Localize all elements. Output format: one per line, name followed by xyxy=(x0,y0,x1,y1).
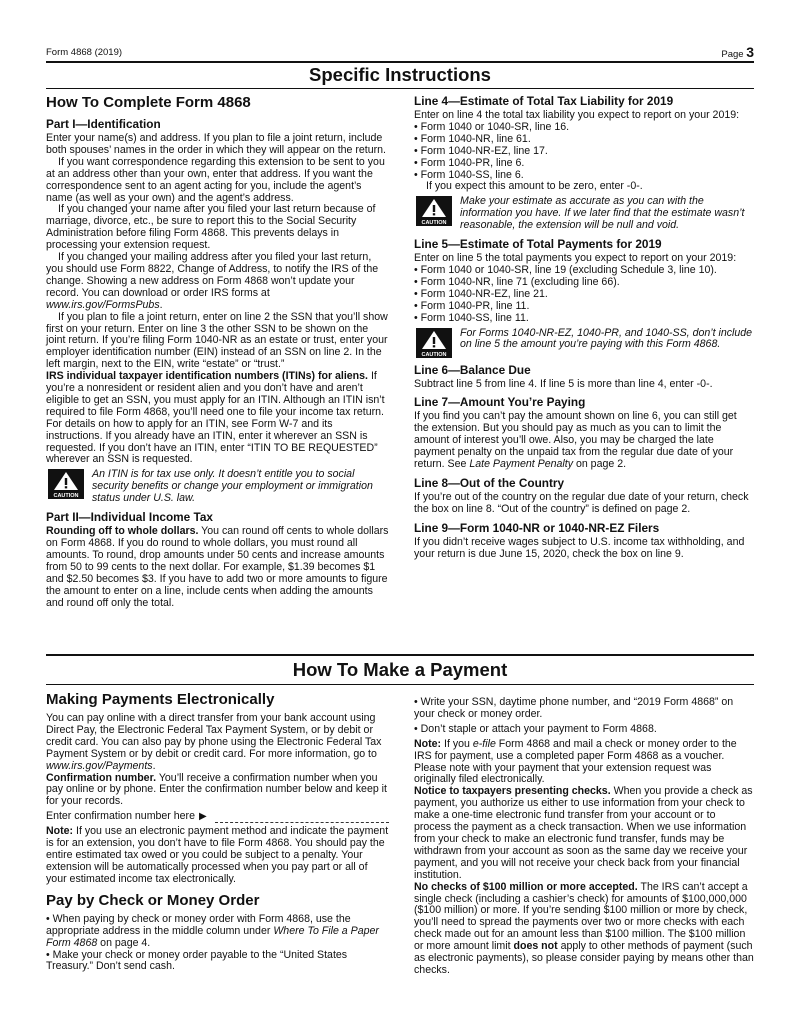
caution-label: CAUTION xyxy=(421,351,447,358)
line7-heading: Line 7—Amount You’re Paying xyxy=(414,395,586,410)
specific-instructions-title: Specific Instructions xyxy=(309,64,491,85)
payments-link[interactable]: www.irs.gov/Payments xyxy=(46,759,153,772)
check-bullet: • When paying by check or money order with Form 4868, use the appropriate address in the middle column under Where To File a Paper Form 4868 on page 4. xyxy=(46,912,379,949)
part1-heading: Part I—Identification xyxy=(46,117,161,131)
payment-right-column xyxy=(414,697,754,977)
caution-text: An ITIN is for tax use only. It doesn’t entitle you to social security benefits or change your employment or immigration status under U.S. law. xyxy=(92,468,373,505)
line7-text: If you find you can’t pay the amount shown on line 6, you can still get the extension. But you should pay as much as you can to limit the amount of interest you’ll owe. Also, you may be charged the late payment penalty on the unpaid tax from the regular due date of your return. See Late Payment Penalty on page 2. xyxy=(414,410,737,471)
line8-text: If you’re out of the country on the regular due date of your return, check the box on line 8. “Out of the country” is defined on page 2. xyxy=(414,490,749,515)
how-to-complete-heading: How To Complete Form 4868 xyxy=(46,94,251,111)
list-item: • Form 1040-NR, line 61. xyxy=(414,134,754,146)
part2-heading: Part II—Individual Income Tax xyxy=(46,510,213,525)
arrow-right-icon: ▶ xyxy=(198,811,207,823)
no-checks-paragraph: No checks of $100 million or more accepted. The IRS can’t accept a single check (including a cashier’s check) for amounts of $100,000,000 ($100 million) or more. If you’re sending $100 million or more by check, you’ll need to spread the payments over two or more checks with each check made out for an amount less than $100 million. The $100 million or more amount limit does not apply to other methods of payment (such as electronic payments), so please consider paying by means other than checks. xyxy=(414,880,754,976)
caution-text: Make your estimate as accurate as you can with the information you have. If we later find that the estimate wasn’t reasonable, the extension will be null and void. xyxy=(460,195,745,232)
line4-text: Enter on line 4 the total tax liability you expect to report on your 2019: xyxy=(414,109,740,121)
list-item: • Form 1040-NR-EZ, line 17. xyxy=(414,146,754,158)
payment-left-column xyxy=(46,691,389,973)
list-item: • Form 1040-NR-EZ, line 21. xyxy=(414,289,754,301)
caution-label: CAUTION xyxy=(421,220,447,227)
electronic-payments-heading: Making Payments Electronically xyxy=(46,691,275,708)
rounding-paragraph: Rounding off to whole dollars. You can round off cents to whole dollars on Form 4868. If you do round to whole dollars, you must round all amounts. To round, drop amounts under 50 cents and increase amounts from 50 to 99 cents to the next dollar. For example, $1.39 becomes $1 and $2.50 becomes $3. If you have to add two or more amounts to figure the amount to enter on a line, include cents when adding the amounts and round off only the total. xyxy=(46,525,389,609)
electronic-payments-text: You can pay online with a direct transfer from your bank account using Direct Pay, the Electronic Federal Tax Payment System, or by debit or credit card. You can also pay by phone using the Electronic Federal Tax Payment System or by debit or credit card. For more information, go to www.irs.gov/Payments. xyxy=(46,712,382,772)
list-item: • Form 1040 or 1040-SR, line 19 (excluding Schedule 3, line 10). xyxy=(414,265,754,277)
line6-heading: Line 6—Balance Due xyxy=(414,362,531,377)
caution-note xyxy=(414,196,754,232)
list-item: • Form 1040-SS, line 11. xyxy=(414,313,754,325)
electronic-note: Note: If you use an electronic payment method and indicate the payment is for an extension, you don’t have to file Form 4868. You should pay the entire estimated tax owed or you could be subject to a penalty. Your extension will be automatically processed when you pay part or all of your estimated income tax electronically. xyxy=(46,825,389,885)
list-item: • Form 1040-PR, line 6. xyxy=(414,158,754,170)
line5-text: Enter on line 5 the total payments you expect to report on your 2019: xyxy=(414,252,737,265)
title-rule xyxy=(46,88,754,89)
check-payment-heading: Pay by Check or Money Order xyxy=(46,891,260,909)
confirmation-number-field[interactable] xyxy=(215,811,389,823)
instructions-right-column xyxy=(414,94,754,561)
confirmation-number-row xyxy=(46,811,389,823)
list-item: • Form 1040-PR, line 11. xyxy=(414,301,754,313)
form-id: Form 4868 (2019) xyxy=(46,47,123,58)
caution-icon xyxy=(48,469,84,499)
itin-paragraph: IRS individual taxpayer identification numbers (ITINs) for aliens. If you’re a nonresident or resident alien and you don’t have and aren’t eligible to get an SSN, you must apply for an ITIN. Although an ITIN isn’t required to file Form 4868, you’ll need one to file your income tax return. For details on how to apply for an ITIN, see Form W-7 and its instructions. If you already have an ITIN, enter it wherever an SSN is requested. If you don’t have an ITIN, enter “ITIN TO BE REQUESTED” wherever an SSN is requested. xyxy=(46,370,385,466)
notice-paragraph: Notice to taxpayers presenting checks. When you provide a check as payment, you authorize us either to use information from your check to make a one-time electronic fund transfer from your account or to process the payment as a check transaction. When we use information from your check to make an electronic fund transfer, funds may be withdrawn from your account as soon as the same day we receive your payment, and you will not receive your check back from your financial institution. xyxy=(414,785,753,881)
confirmation-paragraph: Confirmation number. You’ll receive a confirmation number when you pay online or by phone. Enter the confirmation number below and keep it for your records. xyxy=(46,771,387,808)
page-number: Page 3 xyxy=(721,44,754,60)
line5-heading: Line 5—Estimate of Total Payments for 2019 xyxy=(414,237,662,252)
caution-icon xyxy=(416,328,452,358)
list-item: • Form 1040 or 1040-SR, line 16. xyxy=(414,122,754,134)
instructions-left-column xyxy=(46,94,389,609)
line4-zero-text: If you expect this amount to be zero, enter -0-. xyxy=(426,180,643,193)
forms-pubs-link[interactable]: www.irs.gov/FormsPubs xyxy=(46,298,160,311)
caution-icon xyxy=(416,196,452,226)
line4-list xyxy=(414,122,754,182)
part1-paragraph: Enter your name(s) and address. If you plan to file a joint return, include both spouses’ names in the order in which they will appear on the return. xyxy=(46,132,386,156)
efile-note: Note: If you e-file Form 4868 and mail a check or money order to the IRS for payment, use a completed paper Form 4868 as a voucher. Please note with your payment that your extension request was originally filed electronically. xyxy=(414,737,737,786)
line9-heading: Line 9—Form 1040-NR or 1040-NR-EZ Filers xyxy=(414,520,660,535)
caution-note xyxy=(46,469,389,505)
line9-text: If you didn’t receive wages subject to U.S. income tax withholding, and your return is due June 15, 2020, check the box on line 9. xyxy=(414,535,745,560)
caution-label: CAUTION xyxy=(53,493,79,500)
line8-heading: Line 8—Out of the Country xyxy=(414,475,565,490)
payment-title: How To Make a Payment xyxy=(292,659,508,680)
caution-text: For Forms 1040-NR-EZ, 1040-PR, and 1040-SS, don’t include on line 5 the amount you’re paying with this Form 4868. xyxy=(460,326,753,351)
part1-paragraph: If you changed your mailing address after you filed your last return, you should use Form 8822, Change of Address, to notify the IRS of the change. Showing a new address on Form 4868 won’t update your record. You can download or order IRS forms at www.irs.gov/FormsPubs. xyxy=(46,251,379,311)
line5-list xyxy=(414,265,754,325)
caution-note xyxy=(414,328,754,358)
list-item: • Form 1040-NR, line 71 (excluding line 66). xyxy=(414,277,754,289)
header-rule xyxy=(46,61,754,63)
check-bullet: • Make your check or money order payable to the “United States Treasury.” Don’t send cash. xyxy=(46,948,348,973)
line4-heading: Line 4—Estimate of Total Tax Liability for 2019 xyxy=(414,94,674,108)
line6-text: Subtract line 5 from line 4. If line 5 is more than line 4, enter -0-. xyxy=(414,377,713,390)
part1-paragraph: If you plan to file a joint return, enter on line 2 the SSN that you’ll show first on your return. Enter on line 3 the other SSN to be shown on the joint return. If you’re filing Form 1040-NR as an estate or trust, enter your employer identification number (EIN) instead of an SSN on line 2. In the left margin, next to the EIN, write “estate” or “trust.” xyxy=(46,310,388,371)
check-bullet: • Don’t staple or attach your payment to Form 4868. xyxy=(414,722,657,735)
part1-paragraph: If you want correspondence regarding this extension to be sent to you at an address other than your own, enter that address. If you want the correspondence sent to an agent acting for you, include the agent’s name (as well as your own) and the agent’s address. xyxy=(46,155,385,204)
payment-rule-bottom xyxy=(46,684,754,685)
list-item: • Form 1040-SS, line 6. xyxy=(414,170,754,182)
confirmation-label: Enter confirmation number here xyxy=(46,810,195,823)
payment-rule-top xyxy=(46,654,754,656)
check-bullet: • Write your SSN, daytime phone number, and “2019 Form 4868” on your check or money order. xyxy=(414,696,734,720)
part1-paragraph: If you changed your name after you filed your last return because of marriage, divorce, etc., be sure to report this to the Social Security Administration before filing Form 4868. This prevents delays in processing your extension request. xyxy=(46,203,376,252)
